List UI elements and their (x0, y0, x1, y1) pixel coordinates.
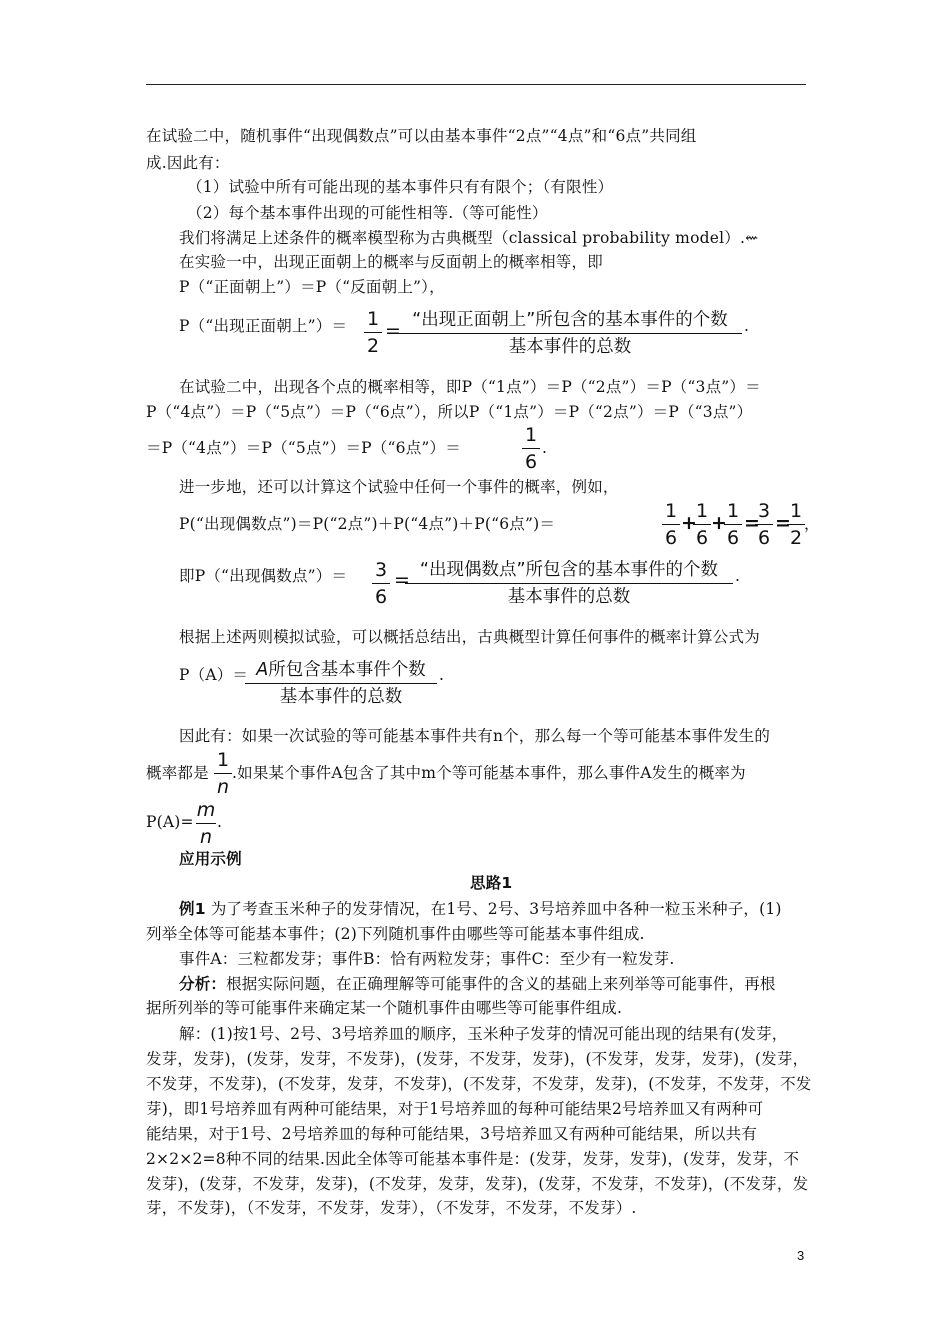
comma: ， (804, 515, 820, 533)
text-line: 根据上述两则模拟试验，可以概括总结出，古典概型计算任何事件的概率计算公式为 (179, 628, 760, 646)
equals-sign: = (744, 512, 760, 534)
fraction: “出现偶数点”所包含的基本事件的个数 基本事件的总数 (405, 559, 733, 608)
example-text: 为了考查玉米种子的发芽情况，在1号、2号、3号培养皿中各种一粒玉米种子，(1) (210, 900, 782, 918)
text-line: 发芽，发芽)，(发芽，发芽，不发芽)，(发芽，不发芽，发芽)，(不发芽，发芽，发芽)，(发芽， (146, 1050, 809, 1068)
text-line: 在试验二中，出现各个点的概率相等，即P（“1点”）＝P（“2点”）＝P（“3点”）＝ (179, 378, 761, 396)
section-heading: 应用示例 (179, 850, 242, 868)
fraction: 3 6 (372, 559, 390, 608)
fraction: 1 2 (787, 500, 805, 549)
text-line: 因此有：如果一次试验的等可能基本事件共有n个，那么每一个等可能基本事件发生的 (179, 727, 771, 745)
text-line: 在实验一中，出现正面朝上的概率与反面朝上的概率相等，即 (179, 253, 603, 271)
period: . (542, 439, 548, 457)
text-line: P（“正面朝上”）＝P（“反面朝上”）， (179, 278, 445, 296)
period: . (439, 666, 445, 684)
period: . (735, 567, 741, 585)
text-line: P(A)= (146, 813, 194, 831)
text-line (179, 899, 782, 919)
analysis-label: 分析： (179, 975, 227, 993)
formula-prefix: P（A）＝ (179, 666, 249, 684)
text-line (179, 974, 776, 994)
text-line: 2×2×2=8种不同的结果.因此全体等可能基本事件是：(发芽，发芽，发芽)，(发芽，发芽，不 (146, 1150, 800, 1168)
subsection-heading: 思路1 (470, 874, 513, 892)
text-line: 在试验二中，随机事件“出现偶数点”可以由基本事件“2点”“4点”和“6点”共同组 (146, 127, 697, 145)
text-line: 事件A：三粒都发芽；事件B：恰有两粒发芽；事件C：至少有一粒发芽. (179, 950, 675, 968)
period: . (217, 813, 223, 831)
equals-sign: = (775, 512, 791, 534)
header-rule (146, 84, 806, 85)
period: . (744, 317, 750, 335)
plus-sign: + (711, 512, 727, 534)
text-line: 解：(1)按1号、2号、3号培养皿的顺序，玉米种子发芽的情况可能出现的结果有(发芽， (179, 1025, 788, 1043)
fraction: “出现正面朝上”所包含的基本事件的个数 基本事件的总数 (398, 309, 742, 358)
fraction: 1 6 (724, 500, 742, 549)
text-line: 芽)，即1号培养皿有两种可能结果，对于1号培养皿的每种可能结果2号培养皿又有两种可 (146, 1100, 764, 1118)
example-label: 例1 (179, 900, 206, 918)
text-line: 我们将满足上述条件的概率模型称为古典概型（classical probability model）.⇜ (179, 229, 759, 247)
equals-sign: = (394, 569, 410, 591)
text-line: 芽，不发芽)，（不发芽，不发芽，发芽），（不发芽，不发芽，不发芽）. (146, 1199, 637, 1217)
fraction: m n (196, 799, 216, 848)
fraction: A所包含基本事件个数 基本事件的总数 (245, 659, 437, 708)
text-line: 列举全体等可能基本事件；(2)下列随机事件由哪些等可能基本事件组成. (146, 925, 645, 943)
page-number: 3 (797, 1248, 805, 1263)
text-line: 进一步地，还可以计算这个试验中任何一个事件的概率，例如， (179, 478, 619, 496)
fraction: 1 n (214, 749, 232, 798)
text-line: 不发芽，不发芽)，(不发芽，发芽，不发芽)，(不发芽，不发芽，发芽)，(不发芽，不发芽，不发 (146, 1075, 812, 1093)
fraction: 1 6 (693, 500, 711, 549)
analysis-text: 根据实际问题，在正确理解等可能事件的含义的基础上来列举等可能事件，再根 (226, 975, 776, 993)
text-line: P（“4点”）＝P（“5点”）＝P（“6点”），所以P（“1点”）＝P（“2点”）＝P（“3点”） (146, 403, 753, 421)
plus-sign: + (681, 512, 697, 534)
fraction: 3 6 (755, 500, 773, 549)
text-line: 成.因此有： (146, 154, 230, 172)
text-line: 发芽)，(发芽，不发芽，发芽)，(不发芽，发芽，发芽)，(发芽，不发芽，不发芽)，(不发芽，发 (146, 1175, 809, 1193)
text-line: （2）每个基本事件出现的可能性相等.（等可能性） (187, 204, 548, 222)
equals-sign: = (385, 320, 401, 342)
formula-prefix: P（“出现正面朝上”）＝ (179, 317, 348, 335)
text-line: 概率都是 (146, 764, 209, 782)
text-line: P(“出现偶数点”)＝P(“2点”)＋P(“4点”)＋P(“6点”)＝ (179, 515, 556, 533)
fraction: 1 6 (662, 500, 680, 549)
text-line: .如果某个事件A包含了其中m个等可能基本事件，那么事件A发生的概率为 (232, 764, 746, 782)
formula-prefix: 即P（“出现偶数点”）＝ (179, 567, 348, 585)
text-line: ＝P（“4点”）＝P（“5点”）＝P（“6点”）＝ (146, 439, 461, 457)
text-line: 能结果，对于1号、2号培养皿的每种可能结果，3号培养皿又有两种可能结果，所以共有 (146, 1125, 758, 1143)
fraction: 1 2 (364, 308, 382, 357)
text-line: （1）试验中所有可能出现的基本事件只有有限个；（有限性） (187, 178, 614, 196)
text-line: 据所列举的等可能事件来确定某一个随机事件由哪些等可能事件组成. (146, 999, 623, 1017)
fraction: 1 6 (522, 424, 540, 473)
